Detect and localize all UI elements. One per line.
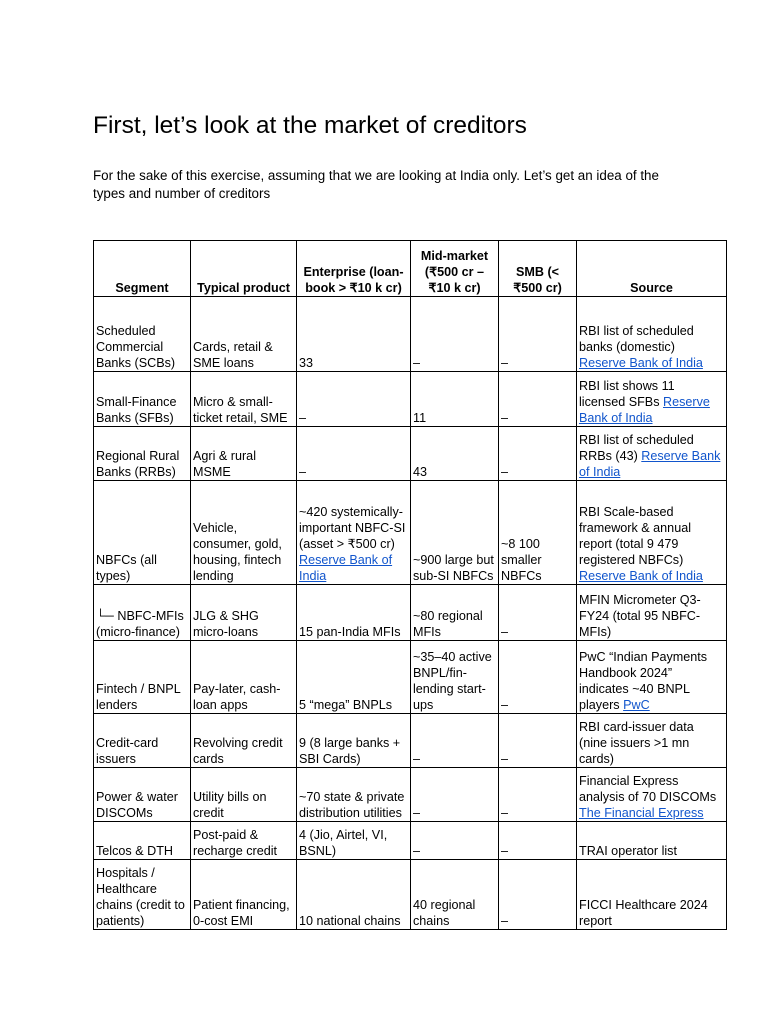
cell-smb: – bbox=[499, 714, 577, 768]
cell-smb: – bbox=[499, 822, 577, 860]
source-link[interactable]: Reserve Bank of India bbox=[579, 569, 703, 583]
source-text: RBI list shows 11 licensed SFBs bbox=[579, 379, 675, 409]
source-link[interactable]: Reserve Bank of India bbox=[579, 356, 703, 370]
table-row bbox=[94, 860, 727, 930]
cell-segment: Fintech / BNPL lenders bbox=[94, 641, 191, 714]
source-text: RBI list of scheduled banks (domestic) bbox=[579, 324, 694, 354]
cell-product: Revolving credit cards bbox=[191, 714, 297, 768]
cell-enterprise: 33 bbox=[297, 297, 411, 372]
cell-product: Vehicle, consumer, gold, housing, fintech lending bbox=[191, 481, 297, 585]
cell-enterprise: 10 national chains bbox=[297, 860, 411, 930]
cell-mid-market: – bbox=[411, 768, 499, 822]
cell-enterprise bbox=[297, 481, 411, 585]
source-link[interactable]: Reserve Bank of India bbox=[579, 449, 721, 479]
header-source: Source bbox=[577, 241, 727, 297]
source-text: RBI list of scheduled RRBs (43) bbox=[579, 433, 694, 463]
cell-source bbox=[577, 768, 727, 822]
cell-product: Utility bills on credit bbox=[191, 768, 297, 822]
table-row bbox=[94, 427, 727, 481]
table-row bbox=[94, 768, 727, 822]
header-enterprise: Enterprise (loan-book > ₹10 k cr) bbox=[297, 241, 411, 297]
cell-mid-market: – bbox=[411, 822, 499, 860]
header-mid-market: Mid-market (₹500 cr – ₹10 k cr) bbox=[411, 241, 499, 297]
cell-source: RBI card-issuer data (nine issuers >1 mn cards) bbox=[577, 714, 727, 768]
table-row bbox=[94, 822, 727, 860]
creditors-table bbox=[93, 240, 727, 930]
cell-mid-market: 40 regional chains bbox=[411, 860, 499, 930]
cell-enterprise: – bbox=[297, 372, 411, 427]
cell-mid-market: ~35–40 active BNPL/fin-lending start-ups bbox=[411, 641, 499, 714]
cell-segment: Regional Rural Banks (RRBs) bbox=[94, 427, 191, 481]
cell-smb: – bbox=[499, 860, 577, 930]
cell-segment: └─ NBFC-MFIs (micro-finance) bbox=[94, 585, 191, 641]
cell-enterprise: – bbox=[297, 427, 411, 481]
cell-enterprise: 15 pan-India MFIs bbox=[297, 585, 411, 641]
source-link[interactable]: PwC bbox=[623, 698, 650, 712]
cell-source bbox=[577, 641, 727, 714]
cell-segment: NBFCs (all types) bbox=[94, 481, 191, 585]
source-text: PwC “Indian Payments Handbook 2024” indicates ~40 BNPL players bbox=[579, 650, 708, 712]
cell-source bbox=[577, 372, 727, 427]
cell-segment: Hospitals / Healthcare chains (credit to patients) bbox=[94, 860, 191, 930]
header-smb: SMB (< ₹500 cr) bbox=[499, 241, 577, 297]
cell-product: Pay-later, cash-loan apps bbox=[191, 641, 297, 714]
cell-source: MFIN Micrometer Q3-FY24 (total 95 NBFC-MFIs) bbox=[577, 585, 727, 641]
cell-smb: – bbox=[499, 372, 577, 427]
cell-segment: Small-Finance Banks (SFBs) bbox=[94, 372, 191, 427]
cell-product: JLG & SHG micro-loans bbox=[191, 585, 297, 641]
intro-paragraph: For the sake of this exercise, assuming that we are looking at India only. Let’s get an idea of the types and number of creditors bbox=[93, 168, 659, 201]
cell-source: TRAI operator list bbox=[577, 822, 727, 860]
table-row bbox=[94, 585, 727, 641]
cell-smb: ~8 100 smaller NBFCs bbox=[499, 481, 577, 585]
cell-segment: Scheduled Commercial Banks (SCBs) bbox=[94, 297, 191, 372]
cell-mid-market: – bbox=[411, 297, 499, 372]
cell-segment: Credit-card issuers bbox=[94, 714, 191, 768]
cell-product: Micro & small-ticket retail, SME bbox=[191, 372, 297, 427]
cell-mid-market: 43 bbox=[411, 427, 499, 481]
page-title: First, let’s look at the market of creditors bbox=[93, 112, 527, 139]
cell-source bbox=[577, 481, 727, 585]
cell-smb: – bbox=[499, 768, 577, 822]
cell-source bbox=[577, 297, 727, 372]
table-row bbox=[94, 481, 727, 585]
cell-source bbox=[577, 427, 727, 481]
source-link[interactable]: Reserve Bank of India bbox=[579, 395, 710, 425]
cell-product: Patient financing, 0-cost EMI bbox=[191, 860, 297, 930]
cell-enterprise: ~70 state & private distribution utilities bbox=[297, 768, 411, 822]
enterprise-text: ~420 systemically-important NBFC-SI (asset > ₹500 cr) bbox=[299, 505, 406, 551]
table-row bbox=[94, 372, 727, 427]
cell-smb: – bbox=[499, 585, 577, 641]
table-header-row bbox=[94, 241, 727, 297]
cell-segment: Power & water DISCOMs bbox=[94, 768, 191, 822]
source-link[interactable]: The Financial Express bbox=[579, 806, 704, 820]
source-text: Financial Express analysis of 70 DISCOMs bbox=[579, 774, 717, 804]
cell-mid-market: ~900 large but sub-SI NBFCs bbox=[411, 481, 499, 585]
header-typical-product: Typical product bbox=[191, 241, 297, 297]
cell-product: Post-paid & recharge credit bbox=[191, 822, 297, 860]
enterprise-link[interactable]: Reserve Bank of India bbox=[299, 553, 393, 583]
table-row bbox=[94, 641, 727, 714]
cell-mid-market: – bbox=[411, 714, 499, 768]
header-segment: Segment bbox=[94, 241, 191, 297]
cell-smb: – bbox=[499, 297, 577, 372]
cell-product: Cards, retail & SME loans bbox=[191, 297, 297, 372]
cell-smb: – bbox=[499, 427, 577, 481]
table-row bbox=[94, 714, 727, 768]
source-text: RBI Scale-based framework & annual report (total 9 479 registered NBFCs) bbox=[579, 505, 691, 567]
cell-mid-market: 11 bbox=[411, 372, 499, 427]
cell-source: FICCI Healthcare 2024 report bbox=[577, 860, 727, 930]
cell-enterprise: 9 (8 large banks + SBI Cards) bbox=[297, 714, 411, 768]
cell-segment: Telcos & DTH bbox=[94, 822, 191, 860]
table-row bbox=[94, 297, 727, 372]
cell-smb: – bbox=[499, 641, 577, 714]
cell-enterprise: 4 (Jio, Airtel, VI, BSNL) bbox=[297, 822, 411, 860]
cell-product: Agri & rural MSME bbox=[191, 427, 297, 481]
cell-mid-market: ~80 regional MFIs bbox=[411, 585, 499, 641]
cell-enterprise: 5 “mega” BNPLs bbox=[297, 641, 411, 714]
